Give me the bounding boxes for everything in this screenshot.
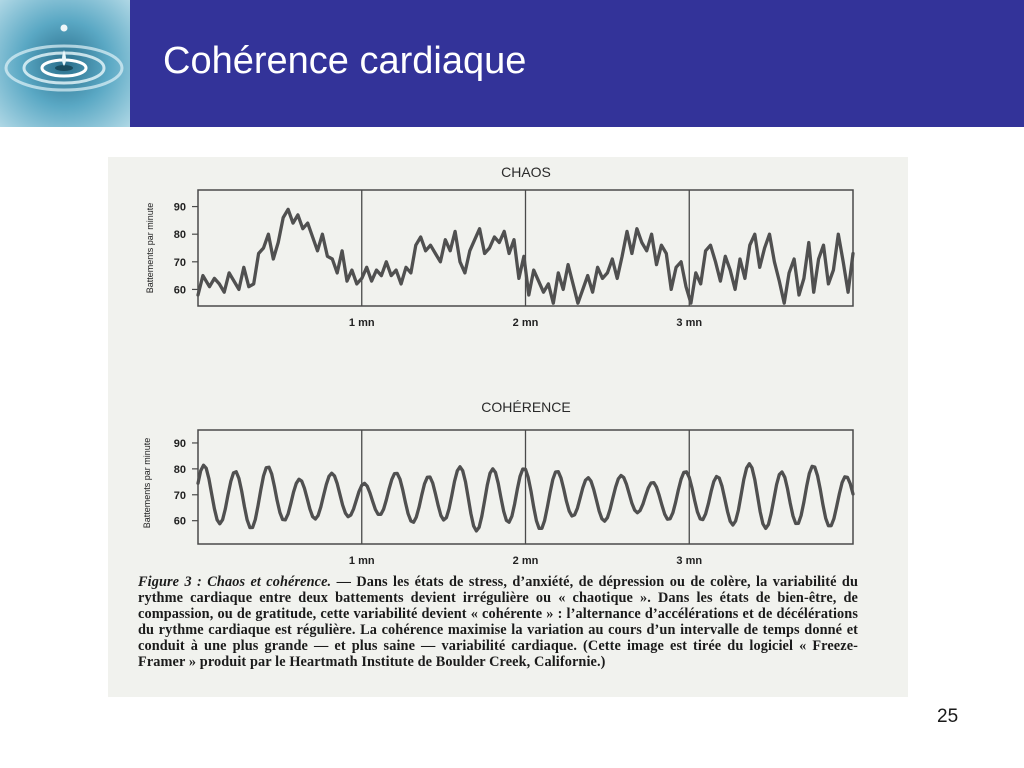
chaos-x-tick-label: 2 mn (512, 317, 539, 329)
title-bar (0, 0, 1024, 127)
coherence-y-ticks (174, 438, 198, 528)
chaos-y-ticks (174, 202, 198, 297)
chaos-y-tick-label: 60 (173, 284, 186, 297)
slide-title: Cohérence cardiaque (163, 40, 527, 82)
chaos-chart-ylabel: Battements par minute (145, 202, 155, 294)
coherence-y-tick-label: 70 (173, 489, 186, 502)
figure-caption (138, 574, 858, 670)
chaos-chart (145, 164, 853, 329)
chaos-x-tick-label: 3 mn (676, 317, 703, 329)
chaos-chart-title: CHAOS (501, 164, 551, 180)
charts-svg (108, 157, 908, 567)
coherence-x-tick-label: 3 mn (676, 555, 703, 567)
coherence-chart-title: COHÉRENCE (481, 399, 571, 415)
caption-text: — Dans les états de stress, d’anxiété, de dépression ou de colère, la variabilité du rythme cardiaque entre deux battements devient irrégulière ou « chaotique ». Dans les états de bien-être, de compassion, ou de gratitude, cette variabilité devient « cohérente » : l’alternance d’accélérations et de décélérations du rythme cardiaque est régulière. La cohérence maximise la variation au cours d’un intervalle de temps donné et conduit à une plus grande — et plus saine — variabilité cardiaque. (Cette image est tirée du logiciel « Freeze-Framer » produit par le Heartmath Institute de Boulder Creek, Californie.) (138, 574, 858, 670)
water-drop-logo (0, 0, 130, 127)
coherence-grid (362, 430, 690, 544)
page-number: 25 (937, 706, 959, 727)
chaos-y-tick-label: 70 (173, 256, 186, 269)
coherence-y-tick-label: 90 (173, 437, 186, 450)
coherence-chart (142, 399, 853, 567)
chaos-x-ticks (349, 317, 702, 329)
chaos-grid (362, 190, 690, 306)
coherence-y-tick-label: 80 (173, 463, 186, 476)
coherence-x-tick-label: 1 mn (348, 555, 375, 567)
scanned-figure (108, 157, 908, 697)
coherence-chart-ylabel: Battements par minute (142, 437, 152, 529)
caption-figure-label: Figure 3 : Chaos et cohérence. (138, 574, 332, 590)
chaos-x-tick-label: 1 mn (348, 317, 375, 329)
coherence-x-tick-label: 2 mn (512, 555, 539, 567)
coherence-x-ticks (349, 555, 702, 567)
coherence-y-tick-label: 60 (173, 515, 186, 528)
chaos-y-tick-label: 80 (173, 229, 186, 242)
chaos-y-tick-label: 90 (173, 201, 186, 214)
